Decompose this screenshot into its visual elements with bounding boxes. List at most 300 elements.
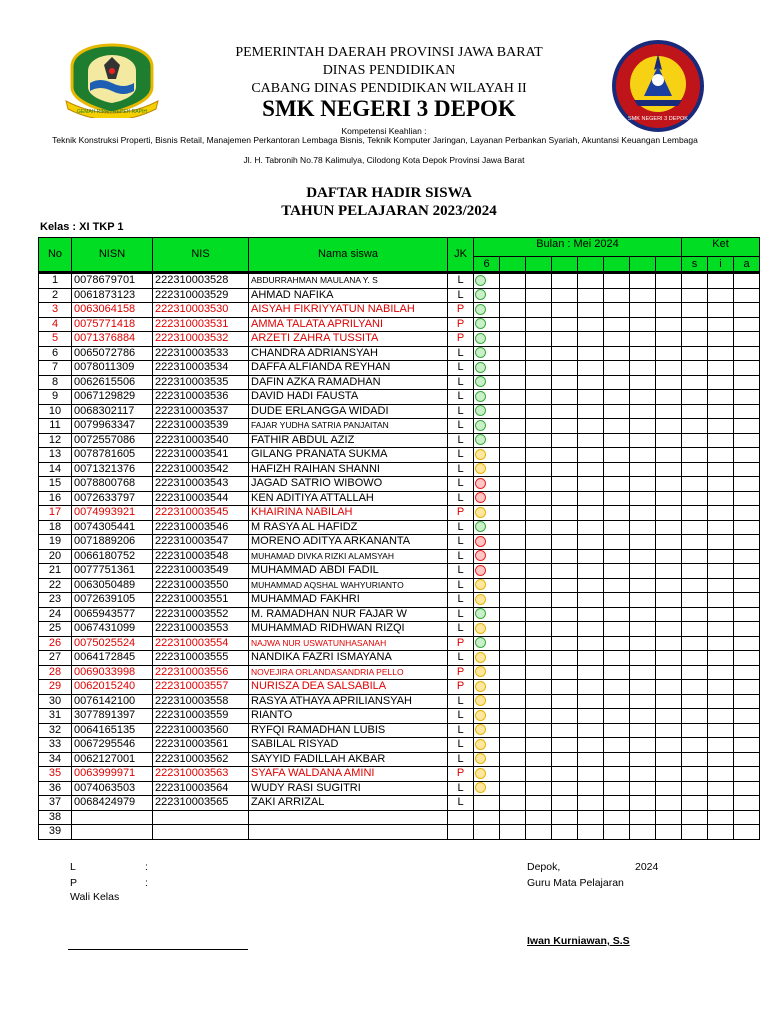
cell-empty [604, 477, 630, 492]
cell-day-6 [474, 303, 500, 318]
cell-empty [734, 593, 760, 608]
cell-no: 5 [39, 332, 72, 347]
header-line-3: CABANG DINAS PENDIDIKAN WILAYAH II [251, 81, 527, 96]
cell-empty [500, 665, 526, 680]
absent-x-icon [475, 536, 486, 547]
cell-no: 17 [39, 506, 72, 521]
cell-empty [682, 694, 708, 709]
cell-empty [682, 448, 708, 463]
cell-nisn: 0075771418 [72, 317, 153, 332]
cell-empty [708, 317, 734, 332]
cell-empty [578, 288, 604, 303]
cell-nisn: 0064172845 [72, 651, 153, 666]
cell-nisn: 0074305441 [72, 520, 153, 535]
cell-jk: L [448, 404, 474, 419]
cell-empty [734, 781, 760, 796]
cell-empty [578, 651, 604, 666]
cell-empty [682, 636, 708, 651]
cell-nisn: 0071889206 [72, 535, 153, 550]
cell-empty [734, 535, 760, 550]
present-check-icon [475, 376, 486, 387]
cell-nama: CHANDRA ADRIANSYAH [249, 346, 448, 361]
cell-empty [682, 433, 708, 448]
present-check-icon [475, 521, 486, 532]
table-row [39, 665, 760, 680]
cell-nis: 222310003552 [153, 607, 249, 622]
cell-nama: MUHAMMAD AQSHAL WAHYURIANTO [249, 578, 448, 593]
cell-empty [552, 578, 578, 593]
cell-empty [500, 738, 526, 753]
cell-empty [682, 462, 708, 477]
cell-empty [552, 375, 578, 390]
permission-icon [475, 681, 486, 692]
cell-empty [604, 535, 630, 550]
cell-empty [682, 593, 708, 608]
cell-jk: L [448, 549, 474, 564]
cell-empty [604, 448, 630, 463]
permission-icon [475, 449, 486, 460]
cell-nis: 222310003546 [153, 520, 249, 535]
cell-empty [708, 303, 734, 318]
present-check-icon [475, 608, 486, 619]
cell-jk: P [448, 767, 474, 782]
cell-empty [656, 346, 682, 361]
cell-empty [708, 448, 734, 463]
cell-empty [656, 651, 682, 666]
header-day-6: 6 [474, 257, 500, 273]
cell-empty [708, 607, 734, 622]
cell-empty [630, 448, 656, 463]
cell-jk: L [448, 361, 474, 376]
cell-nis: 222310003531 [153, 317, 249, 332]
cell-empty [552, 404, 578, 419]
cell-empty [552, 549, 578, 564]
cell-nama: AMMA TALATA APRILYANI [249, 317, 448, 332]
cell-no: 39 [39, 825, 72, 840]
cell-no: 24 [39, 607, 72, 622]
cell-empty [526, 636, 552, 651]
cell-empty [526, 317, 552, 332]
permission-icon [475, 753, 486, 764]
cell-day-6 [474, 607, 500, 622]
cell-empty [526, 390, 552, 405]
table-row [39, 810, 760, 825]
cell-jk: L [448, 578, 474, 593]
cell-day-6 [474, 564, 500, 579]
cell-empty [552, 462, 578, 477]
cell-empty [708, 390, 734, 405]
cell-empty [682, 564, 708, 579]
cell-empty [604, 607, 630, 622]
cell-empty [604, 346, 630, 361]
cell-empty [656, 477, 682, 492]
header-nis: NIS [153, 238, 249, 273]
cell-nama [249, 825, 448, 840]
present-check-icon [475, 318, 486, 329]
cell-no: 22 [39, 578, 72, 593]
cell-empty [708, 578, 734, 593]
cell-empty [656, 433, 682, 448]
cell-empty [526, 462, 552, 477]
cell-empty [552, 273, 578, 289]
cell-day-6 [474, 781, 500, 796]
cell-nisn [72, 810, 153, 825]
cell-empty [708, 288, 734, 303]
cell-nama: MUHAMMAD RIDHWAN RIZQI [249, 622, 448, 637]
cell-empty [734, 346, 760, 361]
cell-no: 10 [39, 404, 72, 419]
cell-empty [500, 564, 526, 579]
cell-empty [578, 346, 604, 361]
cell-day-6 [474, 767, 500, 782]
cell-empty [604, 273, 630, 289]
footer-year: 2024 [635, 861, 659, 873]
cell-nama: GILANG PRANATA SUKMA [249, 448, 448, 463]
cell-nis: 222310003542 [153, 462, 249, 477]
table-row [39, 709, 760, 724]
cell-no: 37 [39, 796, 72, 811]
cell-nisn: 0063999971 [72, 767, 153, 782]
cell-day-6 [474, 680, 500, 695]
cell-empty [682, 332, 708, 347]
cell-empty [578, 535, 604, 550]
table-row [39, 448, 760, 463]
cell-empty [604, 578, 630, 593]
cell-nisn: 0079963347 [72, 419, 153, 434]
cell-empty [708, 433, 734, 448]
cell-empty [734, 651, 760, 666]
cell-empty [734, 549, 760, 564]
cell-empty [500, 549, 526, 564]
cell-empty [552, 520, 578, 535]
table-row [39, 506, 760, 521]
cell-day-6 [474, 332, 500, 347]
cell-day-6 [474, 346, 500, 361]
cell-nisn: 0068424979 [72, 796, 153, 811]
header-jk: JK [448, 238, 474, 273]
cell-empty [552, 694, 578, 709]
cell-empty [734, 317, 760, 332]
cell-empty [682, 390, 708, 405]
cell-empty [604, 303, 630, 318]
cell-jk: L [448, 752, 474, 767]
cell-nama: DUDE ERLANGGA WIDADI [249, 404, 448, 419]
cell-nisn: 0077751361 [72, 564, 153, 579]
cell-empty [552, 332, 578, 347]
cell-empty [682, 303, 708, 318]
cell-nisn: 3077891397 [72, 709, 153, 724]
cell-empty [552, 506, 578, 521]
cell-nisn: 0075025524 [72, 636, 153, 651]
cell-empty [734, 332, 760, 347]
cell-empty [630, 477, 656, 492]
cell-nis: 222310003551 [153, 593, 249, 608]
cell-day-6 [474, 694, 500, 709]
cell-nis: 222310003535 [153, 375, 249, 390]
footer-l-colon: : [145, 861, 148, 873]
header-day-empty [552, 257, 578, 273]
header-no: No [39, 238, 72, 273]
cell-nis: 222310003545 [153, 506, 249, 521]
cell-nisn: 0066180752 [72, 549, 153, 564]
present-check-icon [475, 275, 486, 286]
cell-day-6 [474, 404, 500, 419]
table-row [39, 288, 760, 303]
cell-empty [604, 622, 630, 637]
table-row [39, 564, 760, 579]
cell-empty [604, 752, 630, 767]
cell-empty [604, 593, 630, 608]
present-check-icon [475, 637, 486, 648]
cell-empty [552, 390, 578, 405]
cell-empty [526, 723, 552, 738]
cell-day-6 [474, 709, 500, 724]
cell-day-6 [474, 752, 500, 767]
cell-empty [500, 810, 526, 825]
header-day-empty [526, 257, 552, 273]
header-line-1: PEMERINTAH DAERAH PROVINSI JAWA BARAT [235, 45, 543, 60]
cell-nis: 222310003561 [153, 738, 249, 753]
cell-empty [656, 520, 682, 535]
cell-empty [500, 346, 526, 361]
cell-empty [552, 419, 578, 434]
table-row [39, 578, 760, 593]
table-row [39, 303, 760, 318]
cell-nama: ABDURRAHMAN MAULANA Y. S [249, 273, 448, 289]
cell-empty [578, 796, 604, 811]
cell-day-6 [474, 288, 500, 303]
cell-empty [604, 665, 630, 680]
cell-empty [500, 636, 526, 651]
cell-empty [630, 680, 656, 695]
cell-empty [552, 607, 578, 622]
cell-empty [734, 825, 760, 840]
table-row [39, 738, 760, 753]
cell-empty [500, 694, 526, 709]
cell-empty [630, 796, 656, 811]
cell-jk: L [448, 520, 474, 535]
cell-nisn: 0062127001 [72, 752, 153, 767]
header-ket: Ket [682, 238, 760, 257]
cell-jk: L [448, 709, 474, 724]
cell-empty [630, 375, 656, 390]
cell-empty [500, 578, 526, 593]
cell-no: 27 [39, 651, 72, 666]
cell-empty [682, 317, 708, 332]
table-row [39, 375, 760, 390]
cell-day-6 [474, 520, 500, 535]
footer-place: Depok, [527, 861, 561, 873]
cell-empty [578, 810, 604, 825]
table-row [39, 462, 760, 477]
cell-nis: 222310003528 [153, 273, 249, 289]
cell-empty [552, 680, 578, 695]
cell-nama: DAFFA ALFIANDA REYHAN [249, 361, 448, 376]
cell-empty [552, 477, 578, 492]
cell-empty [578, 419, 604, 434]
present-check-icon [475, 333, 486, 344]
cell-day-6 [474, 448, 500, 463]
permission-icon [475, 695, 486, 706]
permission-icon [475, 652, 486, 663]
cell-empty [682, 665, 708, 680]
cell-empty [708, 462, 734, 477]
cell-empty [578, 273, 604, 289]
permission-icon [475, 724, 486, 735]
cell-empty [578, 564, 604, 579]
cell-empty [656, 317, 682, 332]
cell-nama: HAFIZH RAIHAN SHANNI [249, 462, 448, 477]
cell-nama: NANDIKA FAZRI ISMAYANA [249, 651, 448, 666]
table-row [39, 694, 760, 709]
cell-no: 3 [39, 303, 72, 318]
cell-empty [526, 781, 552, 796]
cell-no: 18 [39, 520, 72, 535]
cell-nisn: 0061873123 [72, 288, 153, 303]
cell-jk: L [448, 564, 474, 579]
cell-empty [526, 651, 552, 666]
cell-nisn: 0067295546 [72, 738, 153, 753]
cell-jk: L [448, 273, 474, 289]
cell-empty [630, 462, 656, 477]
cell-jk [448, 825, 474, 840]
cell-empty [578, 622, 604, 637]
cell-empty [708, 593, 734, 608]
cell-nisn: 0078800768 [72, 477, 153, 492]
kompetensi-list: Teknik Konstruksi Properti, Bisnis Retail, Manajemen Perkantoran Lembaga Bisnis, Teknik Komputer Jaringan, Layanan Perbankan Syariah, Akuntansi Keuangan Lembaga [52, 135, 698, 145]
cell-empty [578, 317, 604, 332]
cell-nisn: 0074063503 [72, 781, 153, 796]
cell-empty [656, 564, 682, 579]
cell-empty [578, 375, 604, 390]
cell-no: 29 [39, 680, 72, 695]
cell-empty [604, 375, 630, 390]
cell-nama: NAJWA NUR USWATUNHASANAH [249, 636, 448, 651]
permission-icon [475, 507, 486, 518]
cell-empty [500, 375, 526, 390]
cell-empty [526, 520, 552, 535]
cell-empty [552, 303, 578, 318]
table-row [39, 535, 760, 550]
cell-nis: 222310003555 [153, 651, 249, 666]
cell-empty [526, 752, 552, 767]
table-row [39, 390, 760, 405]
permission-icon [475, 739, 486, 750]
cell-nama: JAGAD SATRIO WIBOWO [249, 477, 448, 492]
absent-x-icon [475, 492, 486, 503]
cell-empty [656, 680, 682, 695]
cell-empty [578, 520, 604, 535]
cell-empty [682, 506, 708, 521]
cell-empty [734, 477, 760, 492]
cell-empty [630, 506, 656, 521]
cell-empty [578, 665, 604, 680]
cell-empty [656, 796, 682, 811]
cell-empty [578, 694, 604, 709]
cell-empty [708, 491, 734, 506]
cell-empty [708, 752, 734, 767]
cell-empty [734, 636, 760, 651]
cell-empty [552, 346, 578, 361]
cell-empty [682, 767, 708, 782]
cell-jk: P [448, 332, 474, 347]
cell-empty [526, 825, 552, 840]
cell-empty [708, 665, 734, 680]
cell-empty [578, 448, 604, 463]
cell-nis: 222310003565 [153, 796, 249, 811]
cell-empty [552, 796, 578, 811]
cell-empty [630, 810, 656, 825]
guru-label: Guru Mata Pelajaran [527, 877, 624, 889]
cell-empty [682, 781, 708, 796]
cell-empty [526, 709, 552, 724]
table-row [39, 752, 760, 767]
cell-empty [682, 723, 708, 738]
cell-empty [578, 752, 604, 767]
cell-nisn [72, 825, 153, 840]
doc-subtitle: TAHUN PELAJARAN 2023/2024 [281, 203, 497, 219]
permission-icon [475, 710, 486, 721]
cell-empty [630, 419, 656, 434]
cell-empty [708, 346, 734, 361]
cell-empty [682, 419, 708, 434]
cell-empty [734, 752, 760, 767]
cell-jk: L [448, 723, 474, 738]
header-ket-s: s [682, 257, 708, 273]
cell-jk: L [448, 477, 474, 492]
table-row [39, 767, 760, 782]
cell-nis: 222310003534 [153, 361, 249, 376]
table-row [39, 332, 760, 347]
cell-day-6 [474, 419, 500, 434]
header-nama: Nama siswa [249, 238, 448, 273]
cell-empty [656, 622, 682, 637]
cell-empty [682, 491, 708, 506]
cell-nama: NURISZA DEA SALSABILA [249, 680, 448, 695]
cell-day-6 [474, 665, 500, 680]
header-day-empty [578, 257, 604, 273]
cell-no: 6 [39, 346, 72, 361]
cell-jk: L [448, 651, 474, 666]
cell-empty [656, 723, 682, 738]
cell-nisn: 0072639105 [72, 593, 153, 608]
cell-empty [500, 622, 526, 637]
cell-jk: P [448, 317, 474, 332]
cell-jk: L [448, 622, 474, 637]
cell-empty [734, 448, 760, 463]
cell-empty [500, 273, 526, 289]
cell-empty [578, 303, 604, 318]
present-check-icon [475, 362, 486, 373]
cell-empty [708, 680, 734, 695]
present-check-icon [475, 289, 486, 300]
cell-jk: L [448, 738, 474, 753]
cell-empty [630, 767, 656, 782]
cell-empty [526, 491, 552, 506]
cell-empty [578, 607, 604, 622]
cell-empty [656, 767, 682, 782]
cell-nama: DAVID HADI FAUSTA [249, 390, 448, 405]
cell-day-6 [474, 738, 500, 753]
cell-no: 7 [39, 361, 72, 376]
cell-empty [500, 709, 526, 724]
present-check-icon [475, 304, 486, 315]
cell-empty [656, 752, 682, 767]
cell-empty [604, 332, 630, 347]
cell-empty [526, 767, 552, 782]
cell-no: 26 [39, 636, 72, 651]
cell-day-6 [474, 491, 500, 506]
